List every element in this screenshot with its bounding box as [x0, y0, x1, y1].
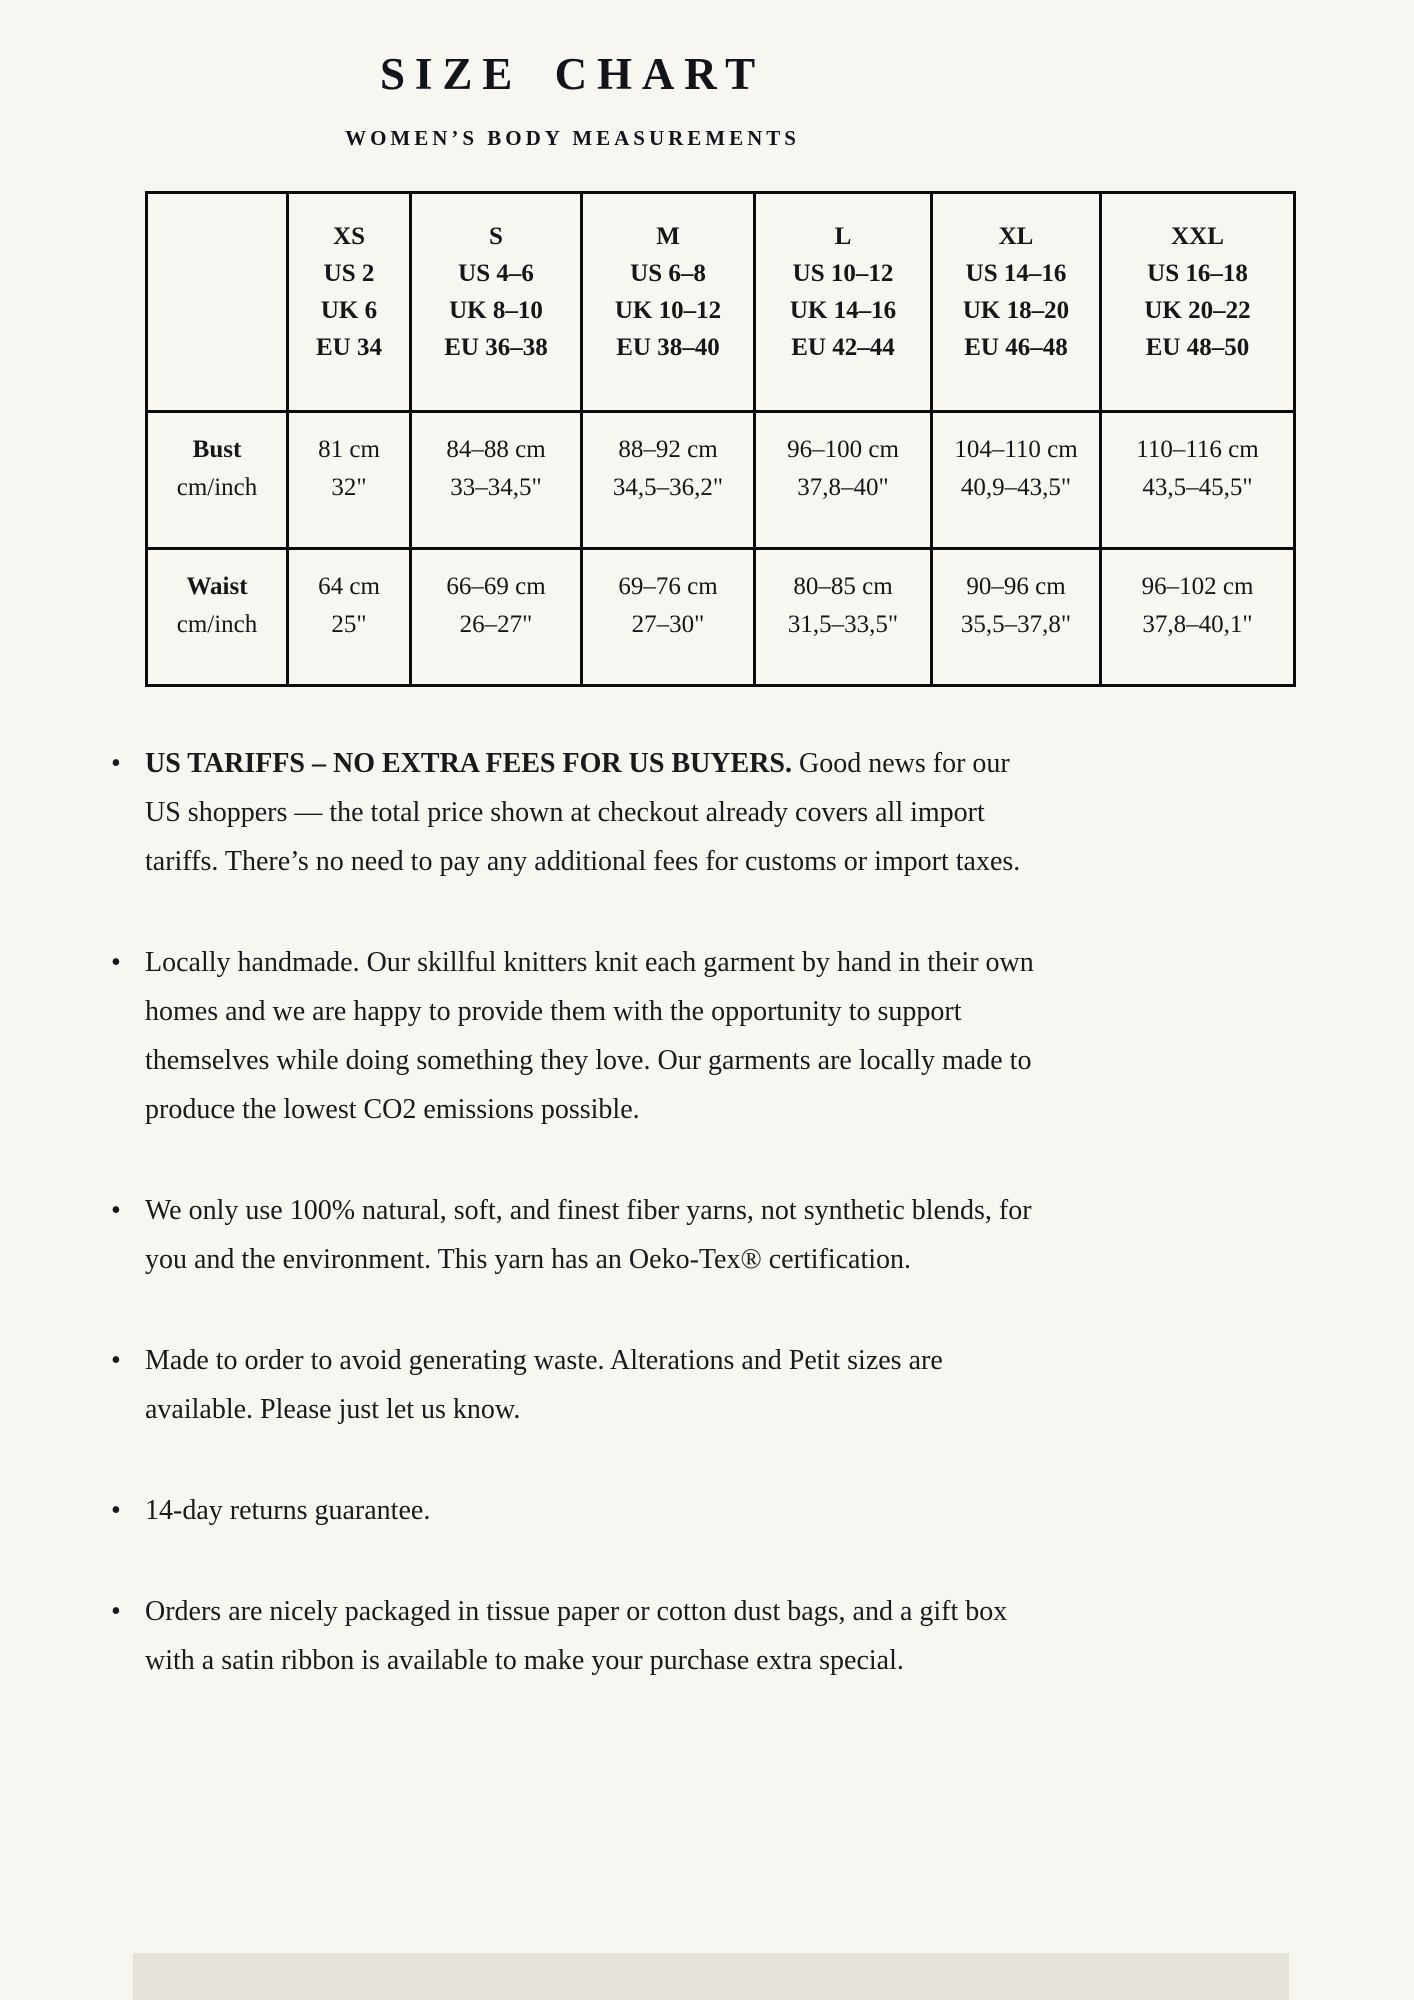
value-inch: 25" — [331, 611, 367, 638]
value-inch: 31,5–33,5" — [787, 611, 899, 638]
size-name: XXL — [1171, 223, 1224, 250]
size-us: US 2 — [323, 260, 375, 287]
size-uk: UK 6 — [320, 297, 378, 324]
size-name: M — [656, 223, 680, 250]
size-col-m — [582, 193, 755, 412]
value-cm: 84–88 cm — [446, 436, 546, 463]
table-row-bust — [147, 412, 1295, 549]
value-inch: 32" — [331, 474, 367, 501]
bullet-bold-lead: US TARIFFS – NO EXTRA FEES FOR US BUYERS. — [145, 748, 792, 779]
size-uk: UK 8–10 — [449, 297, 543, 324]
value-cm: 90–96 cm — [966, 573, 1066, 600]
size-col-xxl — [1101, 193, 1295, 412]
waist-l — [755, 549, 932, 686]
page-title: SIZE CHART — [380, 49, 765, 99]
list-item-natural-yarns — [145, 1186, 1040, 1284]
list-item-returns-guarantee — [145, 1486, 1040, 1535]
waist-m — [582, 549, 755, 686]
row-unit: cm/inch — [176, 474, 258, 501]
row-unit: cm/inch — [176, 611, 258, 638]
page-subtitle: WOMEN’S BODY MEASUREMENTS — [345, 126, 800, 150]
size-name: XL — [998, 223, 1034, 250]
value-cm: 88–92 cm — [618, 436, 718, 463]
info-bullet-list — [0, 739, 1040, 1685]
value-inch: 35,5–37,8" — [960, 611, 1072, 638]
size-eu: EU 46–48 — [964, 334, 1068, 361]
bust-xl — [932, 412, 1101, 549]
value-cm: 69–76 cm — [618, 573, 718, 600]
bottom-section-bar — [133, 1953, 1289, 2000]
value-inch: 26–27" — [459, 611, 533, 638]
value-cm: 66–69 cm — [446, 573, 546, 600]
row-label-bust — [147, 412, 288, 549]
value-cm: 64 cm — [318, 573, 380, 600]
value-cm: 96–100 cm — [787, 436, 899, 463]
size-eu: EU 36–38 — [444, 334, 548, 361]
value-inch: 37,8–40" — [797, 474, 889, 501]
size-chart-table — [145, 191, 1296, 687]
bullet-text: Locally handmade. Our skillful knitters knit each garment by hand in their own homes and we are happy to provide them with the opportunity to support themselves while doing something they love. Our garments are locally made to produce the lowest CO2 emissions possible. — [145, 947, 1034, 1125]
bullet-text: Made to order to avoid generating waste. Alterations and Petit sizes are available. Please just let us know. — [145, 1345, 943, 1425]
value-cm: 81 cm — [318, 436, 380, 463]
row-label-waist — [147, 549, 288, 686]
row-label: Bust — [192, 436, 242, 463]
bullet-text: Orders are nicely packaged in tissue paper or cotton dust bags, and a gift box with a satin ribbon is available to make your purchase extra special. — [145, 1596, 1008, 1676]
value-inch: 27–30" — [631, 611, 705, 638]
size-col-xl — [932, 193, 1101, 412]
size-uk: UK 10–12 — [614, 297, 722, 324]
size-name: XS — [333, 223, 365, 250]
list-item-packaging — [145, 1587, 1040, 1685]
value-cm: 96–102 cm — [1141, 573, 1254, 600]
value-inch: 43,5–45,5" — [1142, 474, 1253, 501]
table-header-row — [147, 193, 1295, 412]
size-uk: UK 14–16 — [789, 297, 897, 324]
size-uk: UK 20–22 — [1144, 297, 1251, 324]
waist-s — [411, 549, 582, 686]
bullet-text: 14-day returns guarantee. — [145, 1495, 431, 1526]
size-us: US 16–18 — [1147, 260, 1248, 287]
value-cm: 110–116 cm — [1136, 436, 1259, 463]
bust-s — [411, 412, 582, 549]
value-cm: 104–110 cm — [954, 436, 1078, 463]
size-us: US 4–6 — [458, 260, 534, 287]
table-row-waist — [147, 549, 1295, 686]
corner-cell — [147, 193, 288, 412]
size-col-l — [755, 193, 932, 412]
bust-m — [582, 412, 755, 549]
size-eu: EU 38–40 — [616, 334, 720, 361]
waist-xl — [932, 549, 1101, 686]
value-inch: 33–34,5" — [450, 474, 542, 501]
bust-xs — [288, 412, 411, 549]
size-eu: EU 34 — [316, 334, 382, 361]
list-item-locally-handmade — [145, 938, 1040, 1134]
size-us: US 6–8 — [630, 260, 706, 287]
value-inch: 37,8–40,1" — [1142, 611, 1253, 638]
size-col-s — [411, 193, 582, 412]
value-inch: 40,9–43,5" — [960, 474, 1072, 501]
list-item-made-to-order — [145, 1336, 1040, 1434]
list-item-us-tariffs — [145, 739, 1040, 886]
size-us: US 10–12 — [792, 260, 894, 287]
bust-l — [755, 412, 932, 549]
bullet-text: Good news for our US shoppers — the total price shown at checkout already covers all import tariffs. There’s no need to pay any additional fees for customs or import taxes. — [145, 748, 1021, 877]
value-inch: 34,5–36,2" — [612, 474, 724, 501]
bullet-text: We only use 100% natural, soft, and finest fiber yarns, not synthetic blends, for you and the environment. This yarn has an Oeko-Tex® certification. — [145, 1195, 1032, 1275]
header-block — [0, 0, 1145, 151]
row-label: Waist — [186, 573, 248, 600]
size-uk: UK 18–20 — [962, 297, 1070, 324]
bust-xxl — [1101, 412, 1295, 549]
size-name: L — [834, 223, 852, 250]
waist-xxl — [1101, 549, 1295, 686]
value-cm: 80–85 cm — [793, 573, 893, 600]
size-eu: EU 48–50 — [1145, 334, 1250, 361]
size-eu: EU 42–44 — [791, 334, 895, 361]
size-us: US 14–16 — [965, 260, 1067, 287]
size-name: S — [489, 223, 503, 250]
size-col-xs — [288, 193, 411, 412]
waist-xs — [288, 549, 411, 686]
